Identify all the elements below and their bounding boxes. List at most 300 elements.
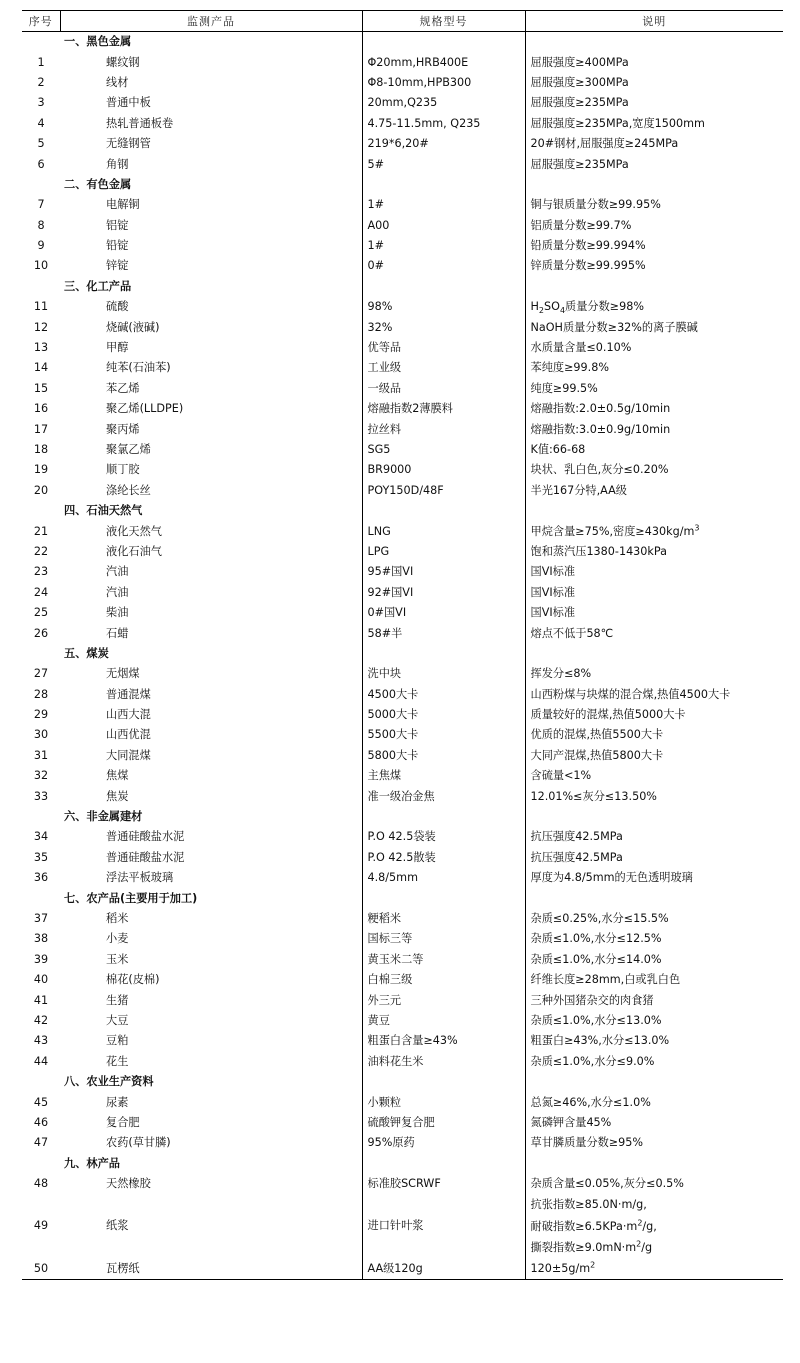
table-row	[22, 868, 783, 888]
table-row	[22, 786, 783, 806]
product-name: 铝锭	[60, 216, 362, 236]
table-row	[22, 1011, 783, 1031]
spec-model: 拉丝料	[362, 419, 525, 439]
spec-model: 92#国VI	[362, 583, 525, 603]
table-row	[22, 542, 783, 562]
table-row	[22, 236, 783, 256]
spec-model: Φ20mm,HRB400E	[362, 52, 525, 72]
row-number: 2	[37, 75, 45, 89]
table-row	[22, 685, 783, 705]
description: 挥发分≤8%	[530, 667, 592, 681]
row-number: 29	[33, 708, 49, 722]
table-row	[22, 1031, 783, 1051]
spec-model: 工业级	[362, 358, 525, 378]
table-row	[22, 705, 783, 725]
table-row	[22, 970, 783, 990]
product-name: 甲醇	[60, 338, 362, 358]
description: 铅质量分数≥99.994%	[530, 239, 646, 253]
table-row	[22, 1258, 783, 1279]
row-number: 12	[33, 320, 49, 334]
table-row	[22, 460, 783, 480]
table-row	[22, 746, 783, 766]
spec-model	[362, 1072, 525, 1092]
spec-model: LNG	[362, 521, 525, 541]
table-row	[22, 521, 783, 541]
row-number	[22, 644, 60, 664]
header-description: 说明	[525, 11, 783, 32]
table-row	[22, 440, 783, 460]
row-number: 46	[33, 1115, 49, 1129]
section-row	[22, 32, 783, 53]
product-name: 玉米	[60, 950, 362, 970]
spec-model: 粳稻米	[362, 909, 525, 929]
product-name: 无缝钢管	[60, 134, 362, 154]
description: 草甘膦质量分数≥95%	[530, 1136, 644, 1150]
description: 20#钢材,屈服强度≥245MPa	[530, 137, 679, 151]
row-number: 16	[33, 402, 49, 416]
table-row	[22, 358, 783, 378]
row-number: 35	[33, 850, 49, 864]
description	[525, 1072, 783, 1092]
table-row	[22, 73, 783, 93]
spec-model: 外三元	[362, 990, 525, 1010]
description: 屈服强度≥235MPa	[530, 157, 629, 171]
section-title: 二、有色金属	[60, 175, 362, 195]
spec-model: 白棉三级	[362, 970, 525, 990]
spec-model	[362, 175, 525, 195]
table-row	[22, 990, 783, 1010]
table-row	[22, 909, 783, 929]
description: 纤维长度≥28mm,白或乳白色	[530, 973, 681, 987]
table-row	[22, 929, 783, 949]
row-number: 34	[33, 830, 49, 844]
spec-model: 进口针叶浆	[362, 1194, 525, 1258]
product-name: 小麦	[60, 929, 362, 949]
row-number: 1	[37, 55, 45, 69]
table-row	[22, 1092, 783, 1112]
product-name: 复合肥	[60, 1113, 362, 1133]
description: 块状、乳白色,灰分≤0.20%	[530, 463, 669, 477]
row-number: 25	[33, 606, 49, 620]
product-name: 豆粕	[60, 1031, 362, 1051]
section-title: 九、林产品	[60, 1153, 362, 1173]
row-number: 4	[37, 116, 45, 130]
table-row	[22, 725, 783, 745]
spec-model: 小颗粒	[362, 1092, 525, 1112]
row-number	[22, 1072, 60, 1092]
spec-model: 优等品	[362, 338, 525, 358]
spec-model: 5#	[362, 154, 525, 174]
product-name: 普通混煤	[60, 685, 362, 705]
header-spec: 规格型号	[362, 11, 525, 32]
product-name: 天然橡胶	[60, 1174, 362, 1194]
product-name: 普通硅酸盐水泥	[60, 848, 362, 868]
spec-model	[362, 501, 525, 521]
table-header-row	[22, 11, 783, 32]
table-row	[22, 114, 783, 134]
description: 抗压强度42.5MPa	[530, 830, 623, 844]
product-name: 石蜡	[60, 623, 362, 643]
product-name: 山西优混	[60, 725, 362, 745]
spec-model: 黄玉米二等	[362, 950, 525, 970]
spec-model: 4.8/5mm	[362, 868, 525, 888]
spec-model	[362, 1153, 525, 1173]
product-name: 聚丙烯	[60, 419, 362, 439]
header-no: 序号	[22, 11, 60, 32]
spec-model: SG5	[362, 440, 525, 460]
spec-model: 0#	[362, 256, 525, 276]
description: 抗压强度42.5MPa	[530, 850, 623, 864]
product-name: 硫酸	[60, 297, 362, 317]
description: 屈服强度≥235MPa	[530, 96, 629, 110]
spec-model: 一级品	[362, 379, 525, 399]
row-number: 33	[33, 789, 49, 803]
table-row	[22, 195, 783, 215]
table-row	[22, 623, 783, 643]
row-number: 47	[33, 1136, 49, 1150]
table-row	[22, 603, 783, 623]
spec-model: P.O 42.5袋装	[362, 827, 525, 847]
spec-model	[362, 807, 525, 827]
row-number: 28	[33, 687, 49, 701]
row-number: 42	[33, 1013, 49, 1027]
row-number: 44	[33, 1054, 49, 1068]
row-number	[22, 501, 60, 521]
spec-model: 58#半	[362, 623, 525, 643]
table-row	[22, 52, 783, 72]
description: 铜与银质量分数≥99.95%	[530, 198, 661, 212]
description: 苯纯度≥99.8%	[530, 361, 609, 375]
description: 饱和蒸汽压1380-1430kPa	[530, 544, 667, 558]
product-name: 无烟煤	[60, 664, 362, 684]
description: 质量较好的混煤,热值5000大卡	[530, 708, 686, 722]
product-name: 花生	[60, 1052, 362, 1072]
product-name: 铅锭	[60, 236, 362, 256]
product-name: 顺丁胶	[60, 460, 362, 480]
product-name: 农药(草甘膦)	[60, 1133, 362, 1153]
spec-model: 准一级冶金焦	[362, 786, 525, 806]
product-name: 焦煤	[60, 766, 362, 786]
product-name: 普通中板	[60, 93, 362, 113]
product-name: 汽油	[60, 583, 362, 603]
section-row	[22, 1072, 783, 1092]
table-row	[22, 1174, 783, 1194]
row-number: 24	[33, 585, 49, 599]
spec-model: LPG	[362, 542, 525, 562]
spec-model: 硫酸钾复合肥	[362, 1113, 525, 1133]
row-number: 11	[33, 300, 49, 314]
spec-model: A00	[362, 216, 525, 236]
product-name: 涤纶长丝	[60, 481, 362, 501]
row-number: 37	[33, 911, 49, 925]
section-row	[22, 888, 783, 908]
description: 厚度为4.8/5mm的无色透明玻璃	[530, 871, 693, 885]
description: NaOH质量分数≥32%的离子膜碱	[530, 320, 698, 334]
row-number: 22	[33, 544, 49, 558]
table-row	[22, 256, 783, 276]
product-name: 聚乙烯(LLDPE)	[60, 399, 362, 419]
section-title: 五、煤炭	[60, 644, 362, 664]
row-number: 6	[37, 157, 45, 171]
table-row	[22, 481, 783, 501]
spec-model: 粗蛋白含量≥43%	[362, 1031, 525, 1051]
row-number: 32	[33, 769, 49, 783]
product-name: 液化天然气	[60, 521, 362, 541]
spec-model: 95%原药	[362, 1133, 525, 1153]
description: 山西粉煤与块煤的混合煤,热值4500大卡	[530, 687, 731, 701]
row-number: 38	[33, 932, 49, 946]
description	[525, 807, 783, 827]
description-line: 耐破指数$\ge 6.5KPa\cdot m^2/g$,	[530, 1217, 657, 1233]
product-name: 生猪	[60, 990, 362, 1010]
description: 屈服强度≥400MPa	[530, 55, 629, 69]
description: 屈服强度≥300MPa	[530, 75, 629, 89]
product-name: 液化石油气	[60, 542, 362, 562]
product-name: 大同混煤	[60, 746, 362, 766]
description: 屈服强度≥235MPa,宽度1500mm	[530, 116, 705, 130]
row-number: 10	[33, 259, 49, 273]
product-name: 柴油	[60, 603, 362, 623]
section-row	[22, 175, 783, 195]
section-row	[22, 1153, 783, 1173]
spec-model: 4500大卡	[362, 685, 525, 705]
description: 国VI标准	[530, 606, 576, 620]
table-row	[22, 1133, 783, 1153]
row-number: 5	[37, 137, 45, 151]
spec-model: Φ8-10mm,HPB300	[362, 73, 525, 93]
description: 水质量含量≤0.10%	[530, 341, 632, 355]
description: K值:66-68	[530, 443, 586, 456]
table-row	[22, 848, 783, 868]
row-number: 21	[33, 524, 49, 538]
spec-model: P.O 42.5散装	[362, 848, 525, 868]
description: 国VI标准	[530, 565, 576, 579]
row-number: 40	[33, 973, 49, 987]
description: 国VI标准	[530, 585, 576, 599]
row-number: 13	[33, 341, 49, 355]
description	[525, 644, 783, 664]
table-row	[22, 379, 783, 399]
spec-model: POY150D/48F	[362, 481, 525, 501]
product-name: 尿素	[60, 1092, 362, 1112]
product-name: 棉花(皮棉)	[60, 970, 362, 990]
spec-model: 20mm,Q235	[362, 93, 525, 113]
table-row	[22, 338, 783, 358]
spec-model: 标准胶SCRWF	[362, 1174, 525, 1194]
product-spec-table	[22, 10, 783, 1280]
description: 大同产混煤,热值5800大卡	[530, 748, 664, 762]
table-row	[22, 297, 783, 317]
table-row	[22, 1194, 783, 1258]
spec-model: 4.75-11.5mm, Q235	[362, 114, 525, 134]
section-title: 八、农业生产资料	[60, 1072, 362, 1092]
description: 杂质≤1.0%,水分≤14.0%	[530, 952, 662, 966]
row-number: 23	[33, 565, 49, 579]
description: 杂质含量≤0.05%,灰分≤0.5%	[530, 1177, 684, 1191]
table-row	[22, 583, 783, 603]
row-number: 7	[37, 198, 45, 212]
spec-model: 32%	[362, 317, 525, 337]
table-row	[22, 562, 783, 582]
table-row	[22, 950, 783, 970]
section-title: 四、石油天然气	[60, 501, 362, 521]
section-title: 一、黑色金属	[60, 32, 362, 53]
product-name: 螺纹钢	[60, 52, 362, 72]
row-number: 36	[33, 871, 49, 885]
description: 12.01%≤灰分≤13.50%	[530, 789, 657, 803]
description: 纯度≥99.5%	[530, 381, 598, 395]
row-number: 39	[33, 952, 49, 966]
product-name: 锌锭	[60, 256, 362, 276]
row-number	[22, 1153, 60, 1173]
description: 优质的混煤,热值5500大卡	[530, 728, 664, 742]
row-number	[22, 888, 60, 908]
product-name: 纯苯(石油苯)	[60, 358, 362, 378]
description: 总氮≥46%,水分≤1.0%	[530, 1095, 651, 1109]
product-name: 汽油	[60, 562, 362, 582]
description: 杂质≤1.0%,水分≤12.5%	[530, 932, 662, 946]
row-number: 19	[33, 463, 49, 477]
table-row	[22, 216, 783, 236]
table-row	[22, 419, 783, 439]
spec-model: 国标三等	[362, 929, 525, 949]
description	[525, 1153, 783, 1173]
product-name: 电解铜	[60, 195, 362, 215]
spec-model: 油料花生米	[362, 1052, 525, 1072]
row-number: 31	[33, 748, 49, 762]
spec-model: 219*6,20#	[362, 134, 525, 154]
spec-model: 黄豆	[362, 1011, 525, 1031]
row-number: 14	[33, 361, 49, 375]
spec-model: 0#国VI	[362, 603, 525, 623]
table-row	[22, 827, 783, 847]
table-row	[22, 154, 783, 174]
row-number	[22, 807, 60, 827]
description: 杂质≤1.0%,水分≤9.0%	[530, 1054, 655, 1068]
product-name: 山西大混	[60, 705, 362, 725]
row-number: 49	[33, 1219, 49, 1233]
description: 杂质≤0.25%,水分≤15.5%	[530, 911, 669, 925]
section-title: 六、非金属建材	[60, 807, 362, 827]
description: 熔融指数:3.0±0.9g/10min	[530, 422, 671, 436]
product-name: 稻米	[60, 909, 362, 929]
description: 三种外国猪杂交的肉食猪	[530, 993, 654, 1007]
table-row	[22, 664, 783, 684]
row-number: 15	[33, 381, 49, 395]
spec-model: 5000大卡	[362, 705, 525, 725]
description: 杂质≤1.0%,水分≤13.0%	[530, 1013, 662, 1027]
description	[525, 175, 783, 195]
row-number: 26	[33, 626, 49, 640]
description: 熔融指数:2.0±0.5g/10min	[530, 402, 671, 416]
spec-model	[362, 888, 525, 908]
row-number	[22, 175, 60, 195]
table-body	[22, 32, 783, 1280]
description: $120\pm 5g/m^2$	[525, 1258, 783, 1279]
description: 锌质量分数≥99.995%	[530, 259, 646, 273]
product-name: 焦炭	[60, 786, 362, 806]
spec-model: 5500大卡	[362, 725, 525, 745]
product-name: 苯乙烯	[60, 379, 362, 399]
product-name: 纸浆	[60, 1194, 362, 1258]
product-name: 角钢	[60, 154, 362, 174]
spec-model: 熔融指数2薄膜料	[362, 399, 525, 419]
section-row	[22, 277, 783, 297]
description	[525, 501, 783, 521]
description: 氮磷钾含量45%	[530, 1115, 612, 1129]
description	[525, 277, 783, 297]
spec-model: 洗中块	[362, 664, 525, 684]
product-name: 烧碱(液碱)	[60, 317, 362, 337]
spec-model	[362, 32, 525, 53]
description: 铝质量分数≥99.7%	[530, 218, 632, 232]
table-row	[22, 1113, 783, 1133]
spec-model: 98%	[362, 297, 525, 317]
row-number: 9	[37, 239, 45, 253]
description: $H_2SO_4$质量分数≥98%	[530, 300, 645, 316]
product-name: 大豆	[60, 1011, 362, 1031]
row-number	[22, 32, 60, 53]
table-row	[22, 93, 783, 113]
product-name: 聚氯乙烯	[60, 440, 362, 460]
description: 含硫量<1%	[530, 769, 592, 783]
description: 半光167分特,AA级	[530, 483, 627, 497]
row-number: 43	[33, 1034, 49, 1048]
description	[525, 888, 783, 908]
header-product: 监测产品	[60, 11, 362, 32]
row-number: 41	[33, 993, 49, 1007]
spec-model: 1#	[362, 236, 525, 256]
table-row	[22, 317, 783, 337]
row-number: 45	[33, 1095, 49, 1109]
table-row	[22, 399, 783, 419]
row-number: 50	[22, 1258, 60, 1279]
table-row	[22, 1052, 783, 1072]
spec-model: 1#	[362, 195, 525, 215]
spec-model: 主焦煤	[362, 766, 525, 786]
description	[525, 1194, 783, 1258]
description-line: 撕裂指数$\ge 9.0mN\cdot m^2/g$	[530, 1239, 653, 1255]
row-number: 20	[33, 483, 49, 497]
spec-model	[362, 277, 525, 297]
section-row	[22, 501, 783, 521]
row-number: 30	[33, 728, 49, 742]
spec-model: BR9000	[362, 460, 525, 480]
row-number: 48	[33, 1177, 49, 1191]
description: 甲烷含量≥75%,密度$\ge 430kg/m^3$	[530, 522, 700, 538]
spec-model: AA级120g	[362, 1258, 525, 1279]
row-number: 17	[33, 422, 49, 436]
spec-model	[362, 644, 525, 664]
product-name: 瓦楞纸	[60, 1258, 362, 1279]
spec-model: 5800大卡	[362, 746, 525, 766]
row-number: 8	[37, 218, 45, 232]
row-number: 27	[33, 667, 49, 681]
product-name: 浮法平板玻璃	[60, 868, 362, 888]
row-number: 18	[33, 443, 49, 456]
description: 粗蛋白≥43%,水分≤13.0%	[530, 1034, 670, 1048]
description-line: 抗张指数≥85.0N·m/g,	[530, 1198, 647, 1212]
section-row	[22, 807, 783, 827]
row-number: 3	[37, 96, 45, 110]
product-name: 普通硅酸盐水泥	[60, 827, 362, 847]
section-row	[22, 644, 783, 664]
row-number	[22, 277, 60, 297]
description	[525, 32, 783, 53]
table-row	[22, 134, 783, 154]
product-name: 热轧普通板卷	[60, 114, 362, 134]
product-name: 线材	[60, 73, 362, 93]
